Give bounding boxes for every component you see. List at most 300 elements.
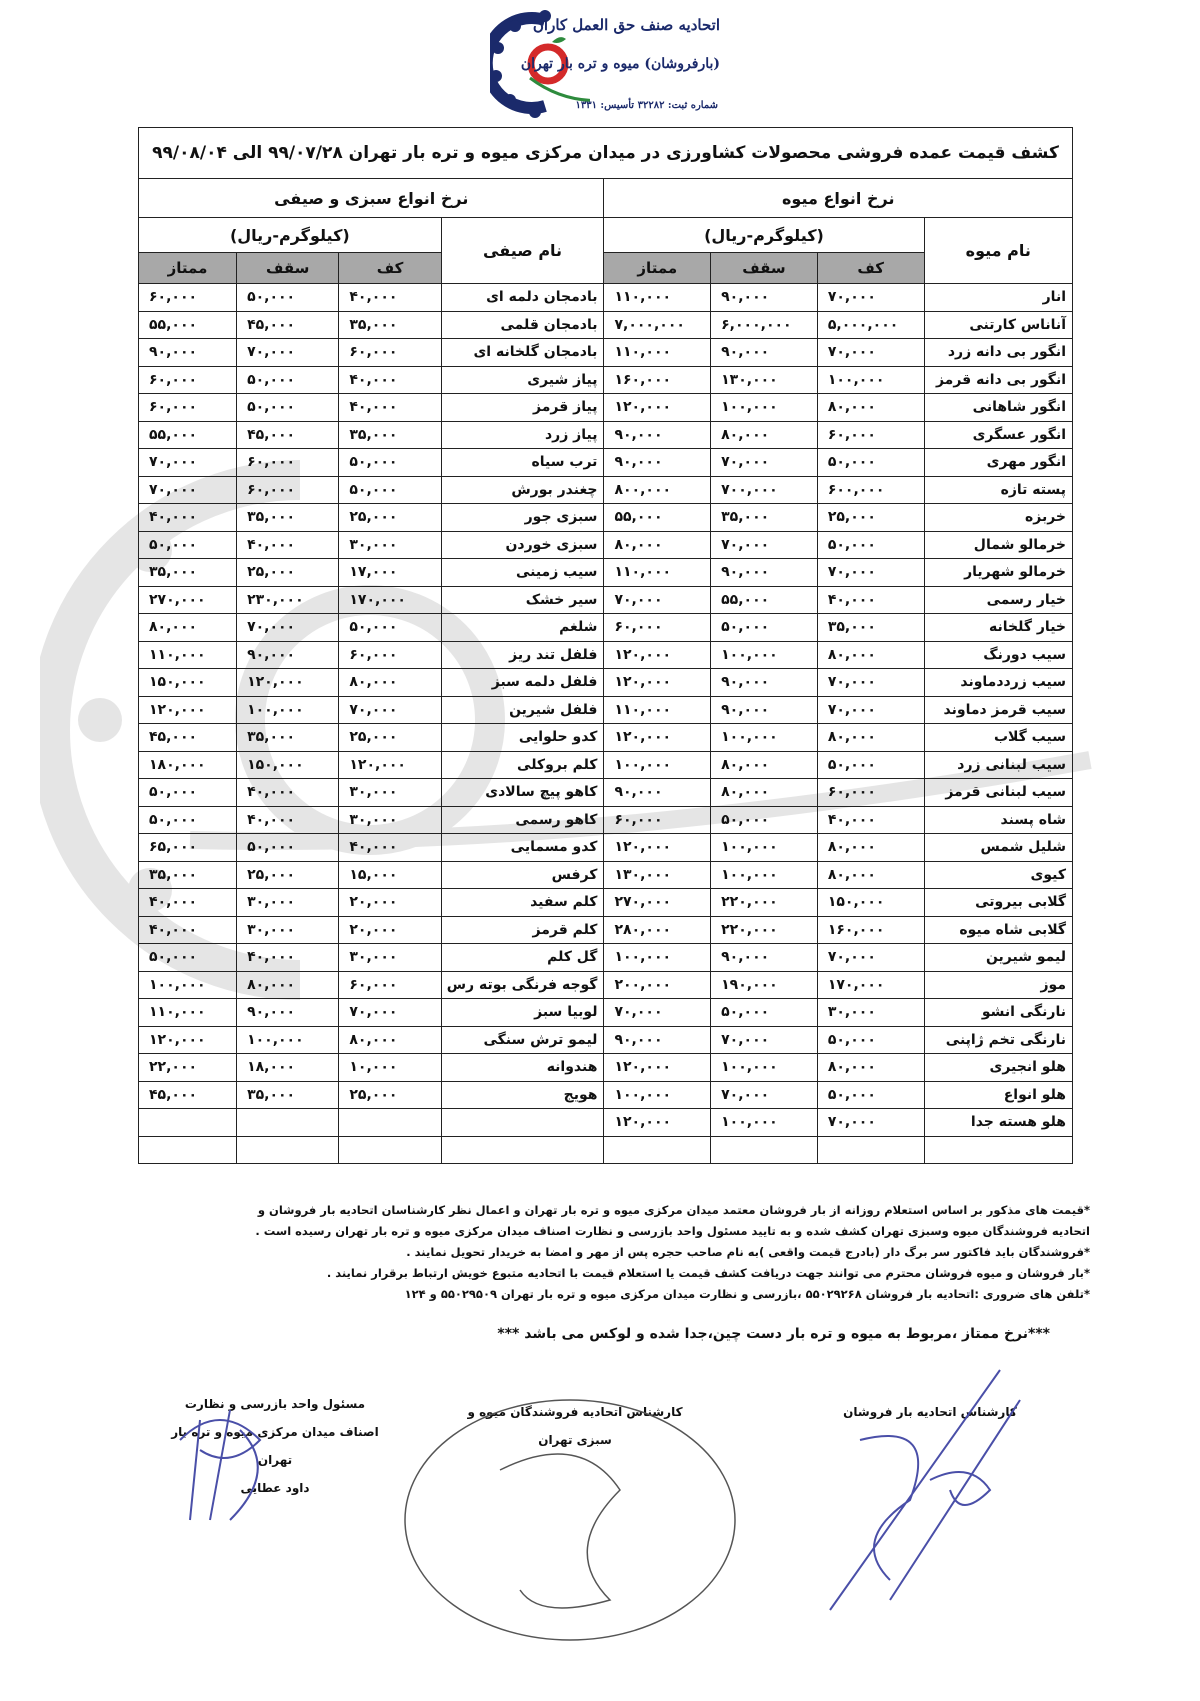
veg-min-price [339,1109,441,1137]
veg-min-price: ۴۰,۰۰۰ [339,394,441,422]
table-row [139,366,1073,394]
fruit-name-cell: خرمالو شمال [924,531,1072,559]
veg-max-price: ۴۰,۰۰۰ [237,806,339,834]
document-title: کشف قیمت عمده فروشی محصولات کشاورزی در میدان مرکزی میوه و تره بار تهران ۹۹/۰۷/۲۸ الی ۹۹/۰۸/۰۴ [139,128,1073,179]
veg-premium-price: ۹۰,۰۰۰ [139,339,237,367]
table-row [139,916,1073,944]
veg-section-header: نرخ انواع سبزی و صیفی [139,179,604,218]
fruit-max-price: ۱۰۰,۰۰۰ [711,724,818,752]
fruit-max-price: ۹۰,۰۰۰ [711,696,818,724]
table-row [139,311,1073,339]
fruit-max-price: ۱۹۰,۰۰۰ [711,971,818,999]
veg-min-price: ۳۰,۰۰۰ [339,779,441,807]
veg-min-price: ۴۰,۰۰۰ [339,284,441,312]
fruit-premium-price: ۸۰۰,۰۰۰ [604,476,711,504]
veg-max-price: ۶۰,۰۰۰ [237,476,339,504]
veg-premium-price: ۴۵,۰۰۰ [139,1081,237,1109]
veg-max-price: ۲۵,۰۰۰ [237,559,339,587]
veg-name-cell: ترب سیاه [441,449,604,477]
veg-premium-price [139,1109,237,1137]
veg-min-price: ۱۰,۰۰۰ [339,1054,441,1082]
veg-max-price: ۳۵,۰۰۰ [237,504,339,532]
veg-min-price: ۵۰,۰۰۰ [339,449,441,477]
veg-max-price: ۴۰,۰۰۰ [237,779,339,807]
veg-name-cell: کاهو رسمی [441,806,604,834]
table-row [139,779,1073,807]
veg-name-cell: چغندر بورش [441,476,604,504]
veg-min-price: ۱۷۰,۰۰۰ [339,586,441,614]
fruit-max-price: ۱۰۰,۰۰۰ [711,861,818,889]
fruit-premium-price: ۱۲۰,۰۰۰ [604,724,711,752]
note-line: اتحادیه فروشندگان میوه وسبزی تهران کشف شده و به تایید مسئول واحد بازرسی و نظارت اصناف میدان مرکزی میوه و تره بار تهران رسیده است . [255,1224,1090,1238]
fruit-name-cell: هلو هسته جدا [924,1109,1072,1137]
veg-premium-price: ۵۰,۰۰۰ [139,806,237,834]
fruit-name-cell: خربزه [924,504,1072,532]
fruit-premium-price: ۷,۰۰۰,۰۰۰ [604,311,711,339]
table-row [139,614,1073,642]
fruit-premium-price: ۸۰,۰۰۰ [604,531,711,559]
fruit-premium-price: ۲۰۰,۰۰۰ [604,971,711,999]
fruit-max-price: ۷۰۰,۰۰۰ [711,476,818,504]
veg-max-price: ۳۵,۰۰۰ [237,724,339,752]
veg-name-cell: فلفل دلمه سبز [441,669,604,697]
note-line: *بار فروشان و میوه فروشان محترم می توانند جهت دریافت کشف قیمت یا استعلام قیمت با اتحادیه متبوع خویش ارتباط برقرار نمایند . [326,1266,1090,1280]
fruit-name-cell: هلو انواع [924,1081,1072,1109]
fruit-min-price: ۷۰,۰۰۰ [817,944,924,972]
fruit-premium-price: ۱۰۰,۰۰۰ [604,944,711,972]
fruit-premium-price: ۶۰,۰۰۰ [604,806,711,834]
veg-max-price: ۲۳۰,۰۰۰ [237,586,339,614]
veg-min-price: ۶۰,۰۰۰ [339,971,441,999]
fruit-max-price: ۱۳۰,۰۰۰ [711,366,818,394]
veg-min-price: ۳۵,۰۰۰ [339,421,441,449]
fruit-max-price: ۹۰,۰۰۰ [711,284,818,312]
fruit-name-cell: سیب قرمز دماوند [924,696,1072,724]
fruit-name-cell: سیب زرددماوند [924,669,1072,697]
table-row [139,1136,1073,1164]
fruit-min-price: ۶۰,۰۰۰ [817,779,924,807]
table-row [139,586,1073,614]
veg-name-cell: گوجه فرنگی بوته رس [441,971,604,999]
fruit-min-price: ۸۰,۰۰۰ [817,641,924,669]
fruit-name-cell: انگور بی دانه زرد [924,339,1072,367]
fruit-min-price: ۶۰,۰۰۰ [817,421,924,449]
fruit-max-price: ۸۰,۰۰۰ [711,421,818,449]
fruit-max-price: ۵۵,۰۰۰ [711,586,818,614]
logo-title-line2: (بارفروشان) میوه و تره بار تهران [520,56,720,72]
veg-name-cell: کرفس [441,861,604,889]
fruit-premium-price: ۱۱۰,۰۰۰ [604,339,711,367]
union-logo [490,8,730,118]
veg-min-price: ۴۰,۰۰۰ [339,366,441,394]
veg-max-price: ۲۵,۰۰۰ [237,861,339,889]
veg-premium-price: ۶۰,۰۰۰ [139,394,237,422]
table-row [139,559,1073,587]
veg-min-price: ۳۰,۰۰۰ [339,944,441,972]
fruit-max-price: ۸۰,۰۰۰ [711,779,818,807]
fruit-name-cell: نارنگی انشو [924,999,1072,1027]
veg-name-cell: پیاز قرمز [441,394,604,422]
veg-premium-price: ۱۵۰,۰۰۰ [139,669,237,697]
signature-name: داود عطایی [240,1481,310,1495]
fruit-min-price: ۷۰,۰۰۰ [817,1109,924,1137]
table-row [139,449,1073,477]
fruit-min-price: ۸۰,۰۰۰ [817,1054,924,1082]
fruit-min-price: ۷۰,۰۰۰ [817,669,924,697]
note-line: *تلفن های ضروری :اتحادیه بار فروشان ۵۵۰۲۹۲۶۸ ،بازرسی و نظارت میدان مرکزی میوه و تره بار تهران ۵۵۰۲۹۵۰۹ و ۱۲۴ [404,1287,1090,1301]
fruit-max-price: ۱۰۰,۰۰۰ [711,1109,818,1137]
veg-max-price: ۳۰,۰۰۰ [237,916,339,944]
veg-max-price: ۱۰۰,۰۰۰ [237,1026,339,1054]
veg-name-cell: کدو مسمایی [441,834,604,862]
veg-col-max: سقف [237,253,339,284]
veg-max-price: ۳۰,۰۰۰ [237,889,339,917]
fruit-col-premium: ممتاز [604,253,711,284]
table-row [139,641,1073,669]
premium-note: ***نرخ ممتاز ،مربوط به میوه و تره بار دست چین،جدا شده و لوکس می باشد *** [497,1326,1050,1342]
fruit-min-price: ۴۰,۰۰۰ [817,806,924,834]
veg-premium-price: ۴۰,۰۰۰ [139,504,237,532]
fruit-name-cell: انگور عسگری [924,421,1072,449]
table-row [139,1081,1073,1109]
veg-premium-price: ۶۰,۰۰۰ [139,284,237,312]
veg-max-price: ۳۵,۰۰۰ [237,1081,339,1109]
fruit-premium-price: ۷۰,۰۰۰ [604,586,711,614]
veg-premium-price: ۱۲۰,۰۰۰ [139,1026,237,1054]
fruit-min-price: ۱۵۰,۰۰۰ [817,889,924,917]
veg-name-header: نام صیفی [441,218,604,284]
fruit-name-cell: موز [924,971,1072,999]
fruit-max-price: ۵۰,۰۰۰ [711,614,818,642]
fruit-premium-price: ۹۰,۰۰۰ [604,779,711,807]
signature-title: کارشناس اتحادیه بار فروشان [843,1405,1017,1419]
veg-premium-price: ۱۸۰,۰۰۰ [139,751,237,779]
veg-name-cell: بادمجان گلخانه ای [441,339,604,367]
table-row [139,834,1073,862]
fruit-min-price: ۶۰۰,۰۰۰ [817,476,924,504]
fruit-max-price: ۱۰۰,۰۰۰ [711,834,818,862]
note-line: *فروشندگان باید فاکتور سر برگ دار (بادرج قیمت واقعی )به نام صاحب حجره پس از مهر و امضا به خریدار تحویل نمایند . [406,1245,1090,1259]
veg-max-price [237,1136,339,1164]
fruit-name-cell: سیب دورنگ [924,641,1072,669]
fruit-min-price: ۷۰,۰۰۰ [817,284,924,312]
veg-name-cell: سیر خشک [441,586,604,614]
fruit-min-price: ۷۰,۰۰۰ [817,559,924,587]
veg-premium-price: ۵۵,۰۰۰ [139,311,237,339]
fruit-name-cell: شاه پسند [924,806,1072,834]
veg-min-price: ۳۰,۰۰۰ [339,531,441,559]
veg-min-price: ۶۰,۰۰۰ [339,339,441,367]
table-row [139,944,1073,972]
signature-inspection-officer [165,1390,385,1502]
veg-min-price: ۲۰,۰۰۰ [339,889,441,917]
veg-name-cell: پیاز زرد [441,421,604,449]
veg-premium-price: ۱۱۰,۰۰۰ [139,999,237,1027]
veg-name-cell: فلفل تند ریز [441,641,604,669]
veg-min-price: ۷۰,۰۰۰ [339,999,441,1027]
veg-premium-price: ۶۵,۰۰۰ [139,834,237,862]
fruit-max-price: ۱۰۰,۰۰۰ [711,1054,818,1082]
fruit-min-price: ۸۰,۰۰۰ [817,724,924,752]
veg-max-price: ۸۰,۰۰۰ [237,971,339,999]
notes-block [130,1200,1090,1305]
veg-premium-price: ۱۲۰,۰۰۰ [139,696,237,724]
fruit-min-price: ۵۰,۰۰۰ [817,1081,924,1109]
fruit-max-price [711,1136,818,1164]
fruit-premium-price: ۲۸۰,۰۰۰ [604,916,711,944]
veg-min-price: ۲۵,۰۰۰ [339,1081,441,1109]
fruit-max-price: ۸۰,۰۰۰ [711,751,818,779]
veg-premium-price: ۱۱۰,۰۰۰ [139,641,237,669]
veg-min-price [339,1136,441,1164]
veg-min-price: ۸۰,۰۰۰ [339,669,441,697]
veg-name-cell: سیب زمینی [441,559,604,587]
fruit-premium-price: ۶۰,۰۰۰ [604,614,711,642]
fruit-min-price [817,1136,924,1164]
fruit-premium-price: ۹۰,۰۰۰ [604,421,711,449]
table-row [139,889,1073,917]
signature-title: کارشناس اتحادیه فروشندگان میوه و سبزی تهران [467,1405,683,1447]
veg-col-min: کف [339,253,441,284]
veg-max-price: ۴۰,۰۰۰ [237,944,339,972]
table-row [139,339,1073,367]
veg-premium-price: ۷۰,۰۰۰ [139,449,237,477]
fruit-min-price: ۵۰,۰۰۰ [817,531,924,559]
fruit-name-header: نام میوه [924,218,1072,284]
veg-premium-price: ۴۵,۰۰۰ [139,724,237,752]
veg-name-cell: کدو حلوایی [441,724,604,752]
logo-registration: شماره ثبت: ۳۲۲۸۲ تأسیس: ۱۳۳۱ [575,100,718,111]
fruit-min-price: ۸۰,۰۰۰ [817,834,924,862]
logo-title-line1: اتحادیه صنف حق العمل کاران [532,16,720,34]
fruit-premium-price: ۱۶۰,۰۰۰ [604,366,711,394]
fruit-name-cell [924,1136,1072,1164]
table-row [139,394,1073,422]
veg-premium-price: ۵۵,۰۰۰ [139,421,237,449]
fruit-max-price: ۳۵,۰۰۰ [711,504,818,532]
veg-name-cell: کلم سفید [441,889,604,917]
fruit-min-price: ۴۰,۰۰۰ [817,586,924,614]
veg-max-price: ۴۵,۰۰۰ [237,421,339,449]
veg-min-price: ۶۰,۰۰۰ [339,641,441,669]
fruit-name-cell: خیار رسمی [924,586,1072,614]
veg-min-price: ۸۰,۰۰۰ [339,1026,441,1054]
fruit-min-price: ۵۰,۰۰۰ [817,751,924,779]
veg-premium-price: ۶۰,۰۰۰ [139,366,237,394]
veg-name-cell: سبزی خوردن [441,531,604,559]
table-row [139,724,1073,752]
fruit-name-cell: آناناس کارتنی [924,311,1072,339]
veg-max-price: ۵۰,۰۰۰ [237,834,339,862]
veg-min-price: ۵۰,۰۰۰ [339,476,441,504]
veg-max-price: ۴۰,۰۰۰ [237,531,339,559]
fruit-max-price: ۷۰,۰۰۰ [711,1081,818,1109]
fruit-max-price: ۹۰,۰۰۰ [711,559,818,587]
veg-max-price: ۱۲۰,۰۰۰ [237,669,339,697]
fruit-name-cell: خرمالو شهریار [924,559,1072,587]
fruit-premium-price: ۷۰,۰۰۰ [604,999,711,1027]
veg-premium-price: ۳۵,۰۰۰ [139,861,237,889]
veg-name-cell [441,1109,604,1137]
veg-min-price: ۲۵,۰۰۰ [339,504,441,532]
veg-name-cell: کلم قرمز [441,916,604,944]
fruit-max-price: ۷۰,۰۰۰ [711,531,818,559]
price-table [138,127,1073,1164]
fruit-max-price: ۷۰,۰۰۰ [711,449,818,477]
veg-min-price: ۳۰,۰۰۰ [339,806,441,834]
fruit-premium-price: ۹۰,۰۰۰ [604,1026,711,1054]
fruit-premium-price: ۱۳۰,۰۰۰ [604,861,711,889]
fruit-name-cell: گلابی بیروتی [924,889,1072,917]
veg-name-cell: شلغم [441,614,604,642]
fruit-min-price: ۱۶۰,۰۰۰ [817,916,924,944]
veg-premium-price: ۱۰۰,۰۰۰ [139,971,237,999]
fruit-name-cell: کیوی [924,861,1072,889]
table-row [139,531,1073,559]
fruit-premium-price: ۱۲۰,۰۰۰ [604,1054,711,1082]
veg-max-price: ۴۵,۰۰۰ [237,311,339,339]
veg-max-price: ۶۰,۰۰۰ [237,449,339,477]
fruit-unit-label: (کیلوگرم-ریال) [604,218,924,253]
fruit-name-cell: انار [924,284,1072,312]
veg-name-cell: فلفل شیرین [441,696,604,724]
fruit-premium-price: ۱۰۰,۰۰۰ [604,1081,711,1109]
table-row [139,971,1073,999]
fruit-max-price: ۹۰,۰۰۰ [711,669,818,697]
veg-name-cell: پیاز شیری [441,366,604,394]
fruit-name-cell: خیار گلخانه [924,614,1072,642]
signature-wholesalers-union [830,1398,1030,1426]
fruit-min-price: ۷۰,۰۰۰ [817,696,924,724]
fruit-premium-price: ۲۷۰,۰۰۰ [604,889,711,917]
fruit-min-price: ۵,۰۰۰,۰۰۰ [817,311,924,339]
veg-name-cell: لوبیا سبز [441,999,604,1027]
fruit-min-price: ۷۰,۰۰۰ [817,339,924,367]
fruit-name-cell: سیب گلاب [924,724,1072,752]
veg-premium-price: ۸۰,۰۰۰ [139,614,237,642]
table-row [139,669,1073,697]
fruit-min-price: ۱۰۰,۰۰۰ [817,366,924,394]
fruit-max-price: ۵۰,۰۰۰ [711,806,818,834]
fruit-name-cell: انگور شاهانی [924,394,1072,422]
veg-max-price: ۹۰,۰۰۰ [237,641,339,669]
table-row [139,861,1073,889]
veg-min-price: ۴۰,۰۰۰ [339,834,441,862]
veg-premium-price: ۷۰,۰۰۰ [139,476,237,504]
fruit-premium-price: ۱۲۰,۰۰۰ [604,669,711,697]
fruit-max-price: ۹۰,۰۰۰ [711,944,818,972]
fruit-name-cell: سیب لبنانی قرمز [924,779,1072,807]
fruit-max-price: ۱۰۰,۰۰۰ [711,394,818,422]
veg-premium-price: ۴۰,۰۰۰ [139,889,237,917]
table-row [139,751,1073,779]
veg-min-price: ۵۰,۰۰۰ [339,614,441,642]
veg-max-price: ۵۰,۰۰۰ [237,284,339,312]
veg-premium-price [139,1136,237,1164]
fruit-name-cell: شلیل شمس [924,834,1072,862]
veg-name-cell: سبزی جور [441,504,604,532]
veg-name-cell: بادمجان قلمی [441,311,604,339]
veg-name-cell: هویج [441,1081,604,1109]
veg-premium-price: ۳۵,۰۰۰ [139,559,237,587]
veg-min-price: ۲۰,۰۰۰ [339,916,441,944]
fruit-name-cell: انگور مهری [924,449,1072,477]
veg-max-price: ۷۰,۰۰۰ [237,614,339,642]
fruit-max-price: ۶,۰۰۰,۰۰۰ [711,311,818,339]
veg-min-price: ۷۰,۰۰۰ [339,696,441,724]
veg-min-price: ۳۵,۰۰۰ [339,311,441,339]
fruit-min-price: ۸۰,۰۰۰ [817,394,924,422]
fruit-premium-price: ۵۵,۰۰۰ [604,504,711,532]
table-row [139,999,1073,1027]
fruit-min-price: ۱۷۰,۰۰۰ [817,971,924,999]
fruit-min-price: ۳۰,۰۰۰ [817,999,924,1027]
fruit-max-price: ۹۰,۰۰۰ [711,339,818,367]
veg-min-price: ۲۵,۰۰۰ [339,724,441,752]
fruit-col-max: سقف [711,253,818,284]
fruit-premium-price [604,1136,711,1164]
table-row [139,1054,1073,1082]
table-row [139,476,1073,504]
veg-premium-price: ۲۷۰,۰۰۰ [139,586,237,614]
fruit-premium-price: ۱۲۰,۰۰۰ [604,1109,711,1137]
fruit-name-cell: گلابی شاه میوه [924,916,1072,944]
veg-max-price [237,1109,339,1137]
veg-premium-price: ۵۰,۰۰۰ [139,779,237,807]
fruit-premium-price: ۹۰,۰۰۰ [604,449,711,477]
veg-name-cell: کلم بروکلی [441,751,604,779]
table-row [139,504,1073,532]
fruit-premium-price: ۱۱۰,۰۰۰ [604,559,711,587]
veg-max-price: ۷۰,۰۰۰ [237,339,339,367]
veg-max-price: ۱۸,۰۰۰ [237,1054,339,1082]
fruit-premium-price: ۱۰۰,۰۰۰ [604,751,711,779]
veg-premium-price: ۴۰,۰۰۰ [139,916,237,944]
fruit-max-price: ۲۲۰,۰۰۰ [711,889,818,917]
veg-name-cell [441,1136,604,1164]
table-row [139,806,1073,834]
veg-max-price: ۱۰۰,۰۰۰ [237,696,339,724]
fruit-name-cell: پسته تازه [924,476,1072,504]
veg-premium-price: ۵۰,۰۰۰ [139,531,237,559]
veg-name-cell: گل کلم [441,944,604,972]
fruit-premium-price: ۱۲۰,۰۰۰ [604,394,711,422]
fruit-name-cell: انگور بی دانه قرمز [924,366,1072,394]
veg-min-price: ۱۷,۰۰۰ [339,559,441,587]
price-rows [139,284,1073,1164]
note-line: *قیمت های مذکور بر اساس استعلام روزانه از بار فروشان معتمد میدان مرکزی میوه و تره بار تهران و اعمال نظر کارشناسان اتحادیه بار فروشان و [257,1203,1090,1217]
fruit-min-price: ۳۵,۰۰۰ [817,614,924,642]
fruit-section-header: نرخ انواع میوه [604,179,1073,218]
fruit-name-cell: نارنگی تخم ژاپنی [924,1026,1072,1054]
fruit-name-cell: هلو انجیری [924,1054,1072,1082]
veg-name-cell: کاهو پیچ سالادی [441,779,604,807]
signature-title: مسئول واحد بازرسی و نظارت [184,1397,366,1411]
signature-subtitle: اصناف میدان مرکزی میوه و تره بار تهران [171,1425,379,1467]
veg-premium-price: ۵۰,۰۰۰ [139,944,237,972]
veg-max-price: ۵۰,۰۰۰ [237,366,339,394]
table-row [139,1109,1073,1137]
fruit-max-price: ۱۰۰,۰۰۰ [711,641,818,669]
veg-max-price: ۵۰,۰۰۰ [237,394,339,422]
fruit-premium-price: ۱۱۰,۰۰۰ [604,284,711,312]
fruit-min-price: ۲۵,۰۰۰ [817,504,924,532]
veg-max-price: ۱۵۰,۰۰۰ [237,751,339,779]
veg-name-cell: لیمو ترش سنگی [441,1026,604,1054]
veg-name-cell: بادمجان دلمه ای [441,284,604,312]
fruit-col-min: کف [817,253,924,284]
fruit-premium-price: ۱۲۰,۰۰۰ [604,641,711,669]
